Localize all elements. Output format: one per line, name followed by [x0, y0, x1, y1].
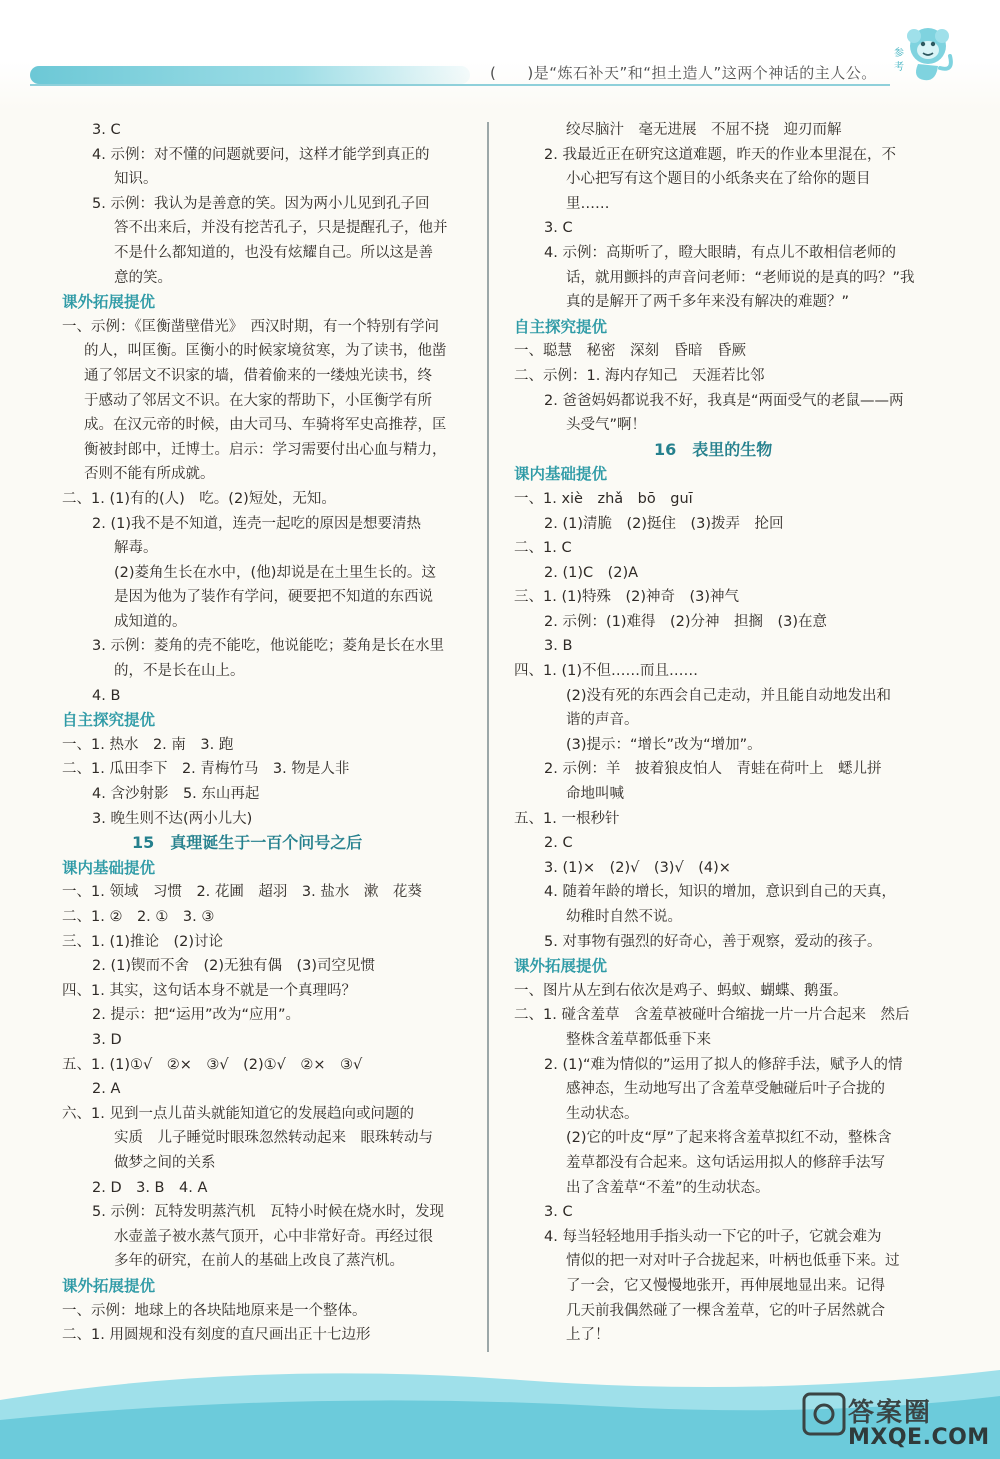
- answer-line: 3. D: [92, 1031, 122, 1048]
- answer-line: 真的是解开了两千多年来没有解决的难题？”: [566, 294, 850, 311]
- answer-line: (2)它的叶皮“厚”了起来将含羞草拟红不动，整株含: [566, 1130, 892, 1147]
- answer-line: 于感动了邻居文不识。在大家的帮助下，小匡衡学有所: [84, 392, 432, 409]
- answer-line: 3. (1)× (2)√ (3)√ (4)×: [544, 859, 731, 876]
- answer-line: 实质 儿子睡觉时眼珠忽然转动起来 眼珠转动与: [114, 1130, 433, 1147]
- answer-line: 解毒。: [114, 540, 158, 557]
- watermark-cn: 答案圈: [848, 1398, 933, 1428]
- answer-line: 5. 示例：瓦特发明蒸汽机 瓦特小时候在烧水时，发现: [92, 1204, 444, 1221]
- answer-line: 三、1. (1)推论 (2)讨论: [62, 933, 224, 950]
- answer-line: 5. 对事物有强烈的好奇心，善于观察，爱动的孩子。: [544, 933, 882, 950]
- section-heading: 课外拓展提优: [62, 1276, 156, 1295]
- answer-line: 二、1. ② 2. ① 3. ③: [62, 909, 215, 925]
- answer-line: 成知道的。: [114, 613, 187, 630]
- answer-line: 出了含羞草“不羞”的生动状态。: [566, 1179, 770, 1196]
- answer-line: 成。在汉元帝的时候，由大司马、车骑将军史高推荐，匡: [84, 417, 447, 434]
- section-heading: 自主探究提优: [62, 711, 156, 730]
- answer-line: 一、聪慧 秘密 深刻 昏暗 昏厥: [514, 343, 746, 360]
- answer-line: 2. 我最近正在研究这道难题，昨天的作业本里混在，不: [544, 146, 896, 163]
- answer-line: 一、图片从左到右依次是鸡子、蚂蚁、蝴蝶、鹅蛋。: [514, 982, 848, 999]
- answer-line: (2)没有死的东西会自己走动，并且能自动地发出和: [566, 687, 892, 704]
- answer-line: 一、1. 领域 习惯 2. 花圃 超羽 3. 盐水 漱 花葵: [62, 884, 422, 901]
- answer-line: (3)提示：“增长”改为“增加”。: [566, 736, 762, 753]
- right-column: [514, 118, 926, 1348]
- answer-line: 4. 含沙射影 5. 东山再起: [92, 786, 260, 803]
- lesson-title: 15 真理诞生于一百个问号之后: [132, 833, 363, 853]
- answer-line: 是因为他为了装作有学问，硬要把不知道的东西说: [114, 589, 433, 606]
- answer-line: 生动状态。: [566, 1105, 639, 1122]
- watermark-url: MXQE.COM: [848, 1425, 990, 1450]
- answer-line: 的人，叫匡衡。匡衡小的时候家境贫寒，为了读书，他凿: [84, 343, 447, 360]
- answer-line: 二、1. 碰含羞草 含羞草被碰叶合缩拢一片一片合起来 然后: [514, 1007, 910, 1024]
- header-question: ( )是“炼石补天”和“担土造人”这两个神话的主人公。: [490, 64, 877, 82]
- monkey-mascot-icon: [890, 16, 960, 86]
- answer-line: 3. 示例：菱角的壳不能吃，他说能吃；菱角是长在水里: [92, 638, 444, 655]
- answer-line: 水壶盖子被水蒸气顶开，心中非常好奇。再经过很: [114, 1228, 433, 1245]
- answer-line: 羞草都没有合起来。这句话运用拟人的修辞手法写: [566, 1154, 885, 1171]
- answer-line: 绞尽脑汁 毫无进展 不屈不挠 迎刃而解: [566, 122, 842, 138]
- answer-line: 2. 爸爸妈妈都说我不好，我真是“两面受气的老鼠——两: [544, 392, 904, 409]
- answer-line: 三、1. (1)特殊 (2)神奇 (3)神气: [514, 589, 740, 606]
- answer-line: 几天前我偶然碰了一棵含羞草，它的叶子居然就合: [566, 1302, 885, 1319]
- header-stripe: [30, 66, 470, 84]
- answer-line: 4. B: [92, 687, 121, 704]
- left-column: [62, 118, 472, 1348]
- answer-line: 2. 示例：(1)难得 (2)分神 担搁 (3)在意: [544, 613, 828, 630]
- answer-line: 一、示例：地球上的各块陆地原来是一个整体。: [62, 1302, 367, 1319]
- answer-line: 4. 随着年龄的增长，知识的增加，意识到自己的天真，: [544, 884, 896, 901]
- section-heading: 课外拓展提优: [62, 293, 156, 312]
- answer-line: (2)菱角生长在水中，(他)却说是在土里生长的。这: [114, 564, 436, 581]
- section-heading: 课内基础提优: [514, 465, 608, 484]
- answer-line: 一、示例：《匡衡凿壁借光》 西汉时期，有一个特别有学问: [62, 318, 439, 335]
- answer-line: 的，不是长在山上。: [114, 663, 245, 680]
- answer-line: 幼稚时自然不说。: [566, 909, 682, 925]
- answer-line: 二、1. (1)有的(人) 吃。(2)短处，无知。: [62, 490, 336, 507]
- answer-line: 话，就用颤抖的声音问老师：“老师说的是真的吗？”我: [566, 269, 915, 286]
- answer-line: 头受气”啊！: [566, 417, 647, 434]
- answer-line: 五、1. 一根秒针: [514, 810, 620, 827]
- answer-line: 2. D 3. B 4. A: [92, 1179, 208, 1196]
- answer-line: 2. 提示：把“运用”改为“应用”。: [92, 1007, 300, 1024]
- answer-line: 谐的声音。: [566, 712, 639, 729]
- answer-line: 通了邻居文不识家的墙，借着偷来的一缕烛光读书，终: [84, 367, 432, 384]
- answer-line: 答不出来后，并没有挖苦孔子，只是提醒孔子，他并: [114, 220, 448, 237]
- answer-line: 二、1. 瓜田李下 2. 青梅竹马 3. 物是人非: [62, 761, 350, 778]
- answer-line: 二、1. 用圆规和没有刻度的直尺画出正十七边形: [62, 1327, 371, 1344]
- answer-line: 四、1. 其实，这句话本身不就是一个真理吗？: [62, 982, 356, 999]
- answer-line: 做梦之间的关系: [114, 1154, 216, 1171]
- answer-line: 2. C: [544, 835, 573, 852]
- answer-line: 里……: [566, 195, 610, 212]
- answer-line: 知识。: [114, 171, 158, 188]
- answer-line: 五、1. (1)①√ ②× ③√ (2)①√ ②× ③√: [62, 1056, 363, 1073]
- answer-line: 二、示例：1. 海内存知己 天涯若比邻: [514, 367, 765, 384]
- answer-line: 2. (1)“难为情似的”运用了拟人的修辞手法，赋予人的情: [544, 1056, 903, 1073]
- answer-line: 3. C: [92, 122, 121, 138]
- section-heading: 自主探究提优: [514, 317, 608, 336]
- answer-line: 4. 示例：高斯听了，瞪大眼睛，有点儿不敢相信老师的: [544, 244, 896, 261]
- section-heading: 课外拓展提优: [514, 957, 608, 976]
- svg-text:考: 考: [894, 62, 904, 73]
- header-rule: [30, 84, 890, 86]
- answer-line: 4. 每当轻轻地用手指头动一下它的叶子，它就会难为: [544, 1228, 882, 1245]
- answer-line: 意的笑。: [114, 269, 172, 286]
- answer-line: 四、1. (1)不但……而且……: [514, 663, 698, 680]
- column-divider: [487, 122, 489, 1352]
- answer-line: 否则不能有所成就。: [84, 466, 215, 483]
- page-header: [0, 0, 1000, 110]
- svg-text:参: 参: [894, 48, 904, 59]
- answer-line: 命地叫喊: [566, 786, 624, 803]
- answer-line: 3. 晚生则不达(两小儿大): [92, 810, 253, 827]
- answer-line: 衡被封郎中，迁博士。启示：学习需要付出心血与精力，: [84, 441, 447, 458]
- lesson-title: 16 表里的生物: [654, 439, 773, 459]
- answer-line: 2. (1)我不是不知道，连壳一起吃的原因是想要清热: [92, 515, 421, 532]
- answer-line: 5. 示例：我认为是善意的笑。因为两小儿见到孔子回: [92, 195, 430, 212]
- answer-line: 3. B: [544, 638, 573, 655]
- answer-line: 不是什么都知道的，也没有炫耀自己。所以这是善: [114, 244, 433, 261]
- answer-line: 整株含羞草都低垂下来: [566, 1031, 711, 1048]
- answer-line: 2. (1)C (2)A: [544, 564, 639, 581]
- answer-line: 情似的把一对对叶子合拢起来，叶柄也低垂下来。过: [566, 1253, 900, 1270]
- answer-line: 多年的研究，在前人的基础上改良了蒸汽机。: [114, 1253, 404, 1270]
- answer-line: 了一会，它又慢慢地张开，再伸展地显出来。记得: [566, 1277, 885, 1294]
- answer-line: 2. (1)清脆 (2)挺住 (3)拨弄 抡回: [544, 515, 784, 532]
- answer-line: 六、1. 见到一点儿苗头就能知道它的发展趋向或问题的: [62, 1105, 414, 1122]
- answer-line: 一、1. xiè zhǎ bō guī: [514, 490, 693, 507]
- section-heading: 课内基础提优: [62, 858, 156, 877]
- answer-line: 一、1. 热水 2. 南 3. 跑: [62, 736, 234, 753]
- answer-line: 感神态，生动地写出了含羞草受触碰后叶子合拢的: [566, 1081, 885, 1098]
- answer-line: 3. C: [544, 220, 573, 237]
- answer-line: 二、1. C: [514, 540, 572, 557]
- answer-line: 小心把写有这个题目的小纸条夹在了给你的题目: [566, 171, 871, 188]
- answer-line: 2. 示例：羊 披着狼皮怕人 青蛙在荷叶上 蟋儿拼: [544, 761, 882, 778]
- answer-line: 3. C: [544, 1204, 573, 1221]
- answer-line: 2. A: [92, 1081, 121, 1098]
- answer-line: 4. 示例：对不懂的问题就要问，这样才能学到真正的: [92, 146, 430, 163]
- answer-line: 上了！: [566, 1327, 610, 1344]
- answer-line: 2. (1)锲而不舍 (2)无独有偶 (3)司空见惯: [92, 958, 376, 975]
